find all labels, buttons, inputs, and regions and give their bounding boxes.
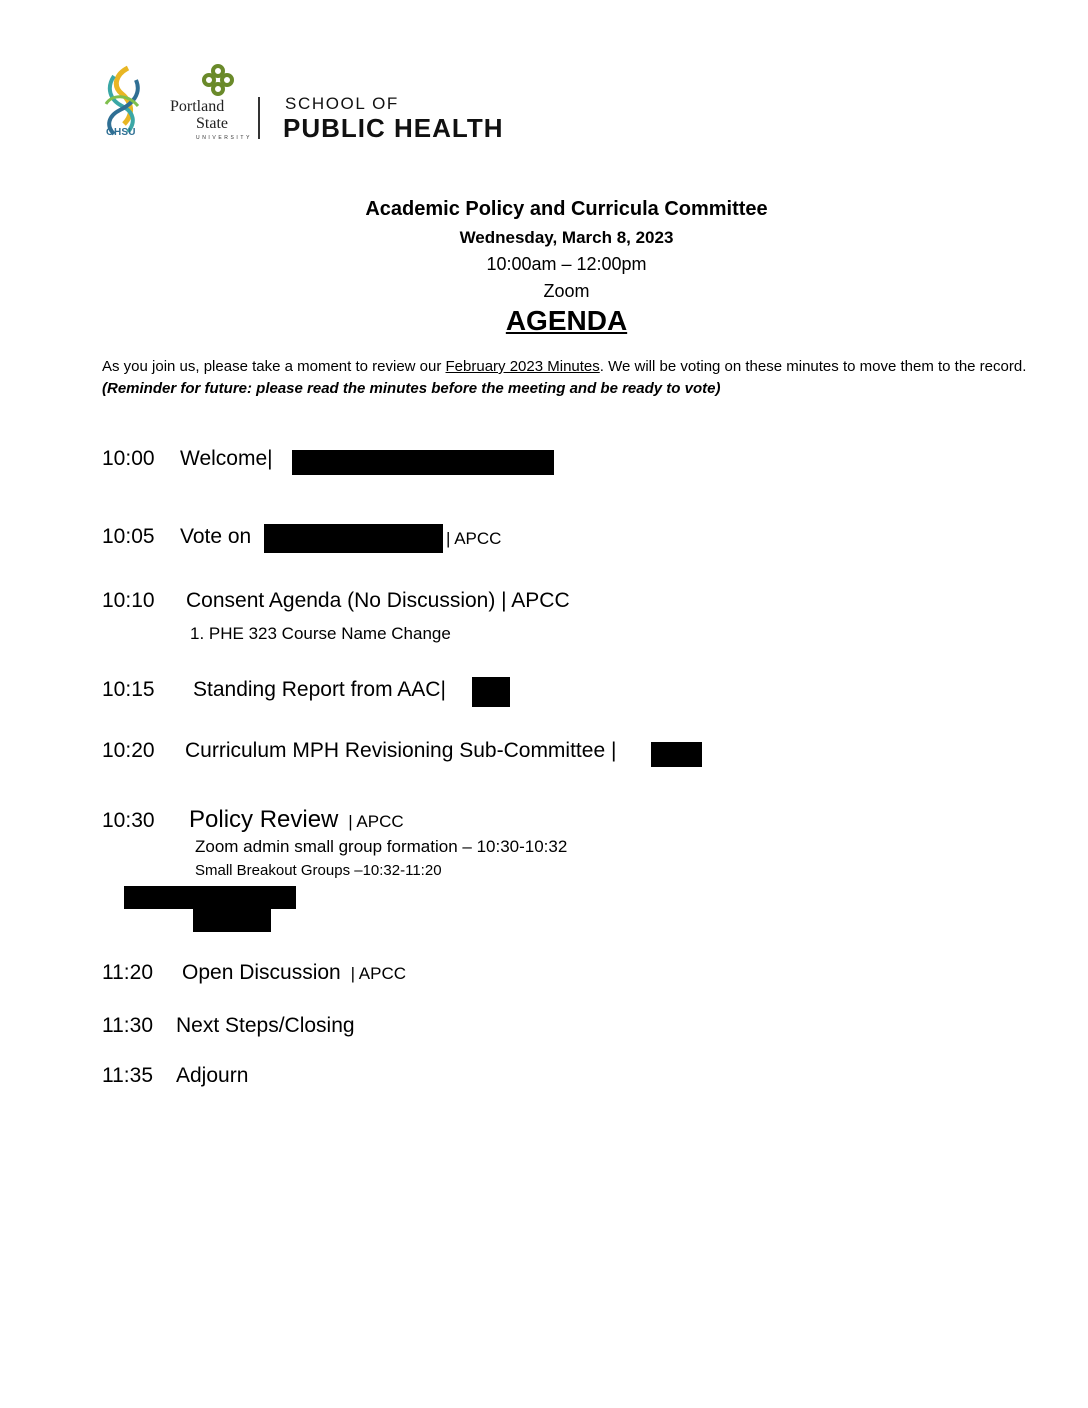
agenda-label: Curriculum MPH Revisioning Sub-Committee |: [185, 739, 617, 762]
agenda-item-curriculum: [102, 739, 616, 763]
minutes-link[interactable]: February 2023 Minutes: [445, 358, 600, 375]
intro-text-1: As you join us, please take a moment to review our: [102, 358, 446, 375]
redaction-block: [651, 742, 702, 767]
agenda-label: Welcome|: [180, 447, 273, 470]
agenda-label: Policy Review: [189, 806, 339, 833]
agenda-time: 11:30: [102, 1014, 153, 1037]
agenda-time: 10:00: [102, 447, 155, 470]
agenda-time: 10:10: [102, 589, 155, 612]
agenda-label: Adjourn: [176, 1064, 249, 1087]
agenda-heading: AGENDA: [505, 305, 628, 336]
redaction-block: [292, 450, 554, 475]
agenda-suffix: | APCC: [348, 812, 404, 831]
agenda-item-policy-review: [102, 806, 404, 834]
psu-logo-name-line1: Portland: [170, 98, 225, 115]
ohsu-logo-text: OHSU: [106, 127, 136, 138]
agenda-time: 10:30: [102, 809, 155, 832]
agenda-item-consent: [102, 589, 570, 613]
agenda-item-standing-report: [102, 678, 446, 702]
meeting-location: Zoom: [543, 281, 590, 301]
agenda-item-adjourn: [102, 1064, 248, 1088]
psu-logo-mark: [201, 64, 235, 96]
agenda-label: Standing Report from AAC|: [193, 678, 446, 701]
agenda-label: Consent Agenda (No Discussion) | APCC: [186, 589, 570, 612]
agenda-item-open-discussion: [102, 961, 406, 985]
intro-text-2: . We will be voting on these minutes to move them to the record.: [599, 358, 1027, 375]
redaction-block: [472, 677, 510, 707]
school-name-line2: PUBLIC HEALTH: [283, 113, 504, 143]
agenda-subitem: Small Breakout Groups –10:32-11:20: [195, 862, 442, 879]
agenda-item-vote: [102, 525, 251, 549]
redaction-block: [124, 886, 296, 909]
agenda-item-next-steps: [102, 1014, 355, 1038]
agenda-subitem: Zoom admin small group formation – 10:30-10:32: [195, 837, 568, 856]
psu-logo-name-line2: State: [196, 115, 228, 132]
logo-divider: [258, 97, 260, 139]
meeting-time: 10:00am – 12:00pm: [486, 254, 647, 274]
agenda-label: Open Discussion: [182, 961, 341, 984]
agenda-label: Vote on: [180, 525, 252, 548]
redaction-block: [193, 909, 271, 932]
agenda-time: 10:20: [102, 739, 155, 762]
agenda-time: 11:20: [102, 961, 153, 984]
redaction-block: [264, 524, 443, 553]
committee-title: Academic Policy and Curricula Committee: [365, 198, 768, 220]
intro-paragraph: [102, 356, 1032, 400]
agenda-time: 11:35: [102, 1064, 153, 1087]
agenda-time: 10:15: [102, 678, 155, 701]
agenda-time: 10:05: [102, 525, 155, 548]
agenda-subitem: 1. PHE 323 Course Name Change: [190, 624, 451, 643]
agenda-item-welcome: [102, 447, 273, 471]
agenda-suffix: | APCC: [350, 964, 407, 983]
intro-reminder: (Reminder for future: please read the minutes before the meeting and be ready to vote): [102, 380, 721, 397]
psu-logo-university: UNIVERSITY: [196, 135, 253, 141]
school-name-line1: SCHOOL OF: [285, 94, 399, 113]
agenda-label: Next Steps/Closing: [176, 1014, 355, 1037]
agenda-suffix: | APCC: [446, 529, 502, 548]
meeting-date: Wednesday, March 8, 2023: [459, 228, 674, 247]
